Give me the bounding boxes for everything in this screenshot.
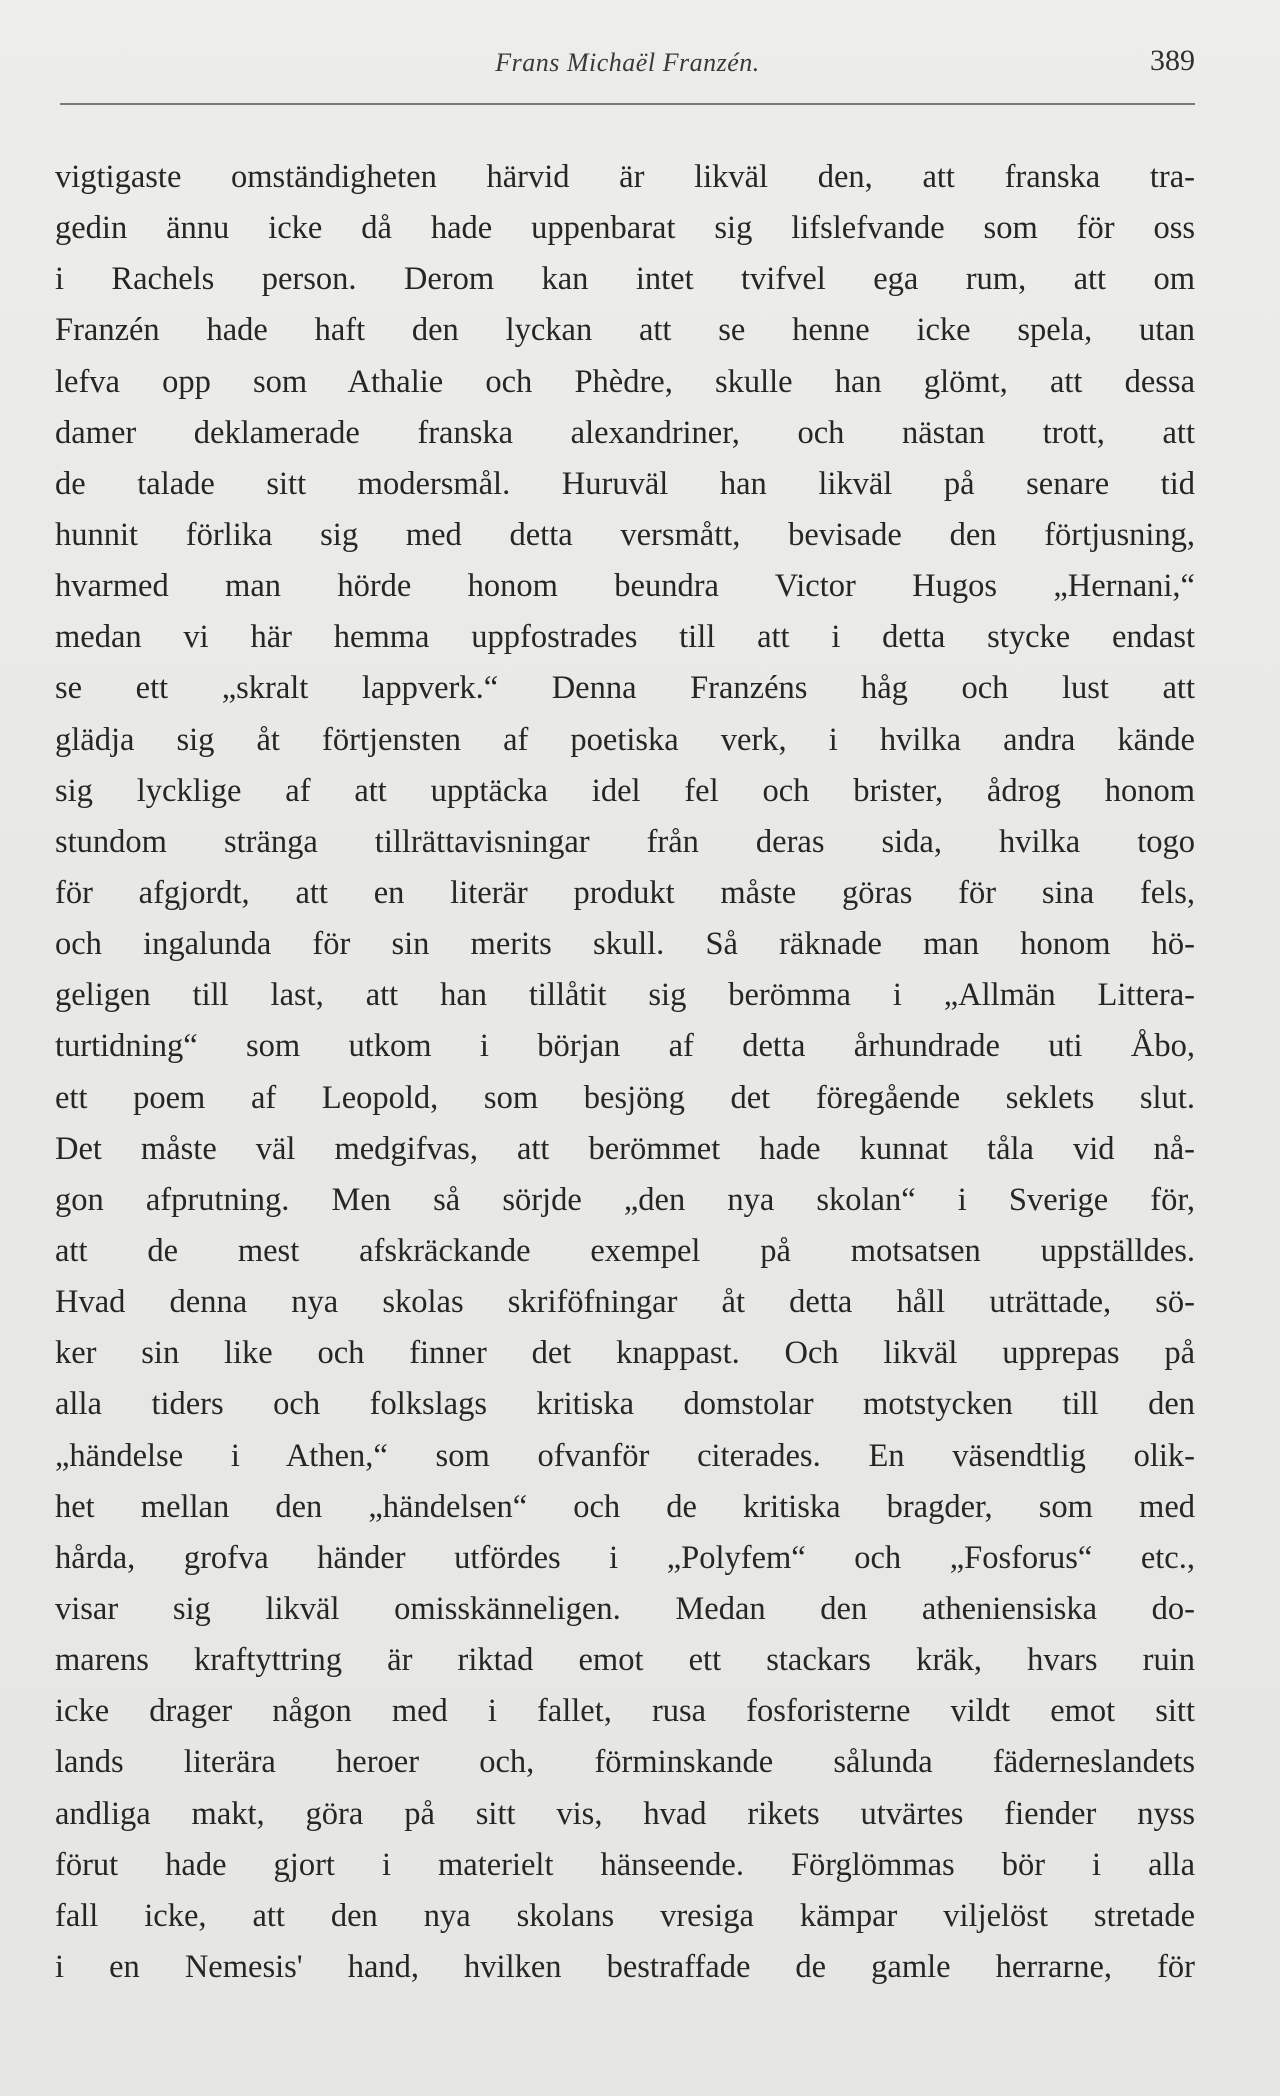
- page-number: 389: [1150, 44, 1195, 77]
- header-rule: [60, 103, 1195, 105]
- text-line: ker sin like och finner det knappast. Och likväl upprepas på: [55, 1335, 1195, 1372]
- text-line: ett poem af Leopold, som besjöng det föregående seklets slut.: [55, 1079, 1195, 1116]
- text-line: visar sig likväl omisskänneligen. Medan den atheniensiska do-: [55, 1590, 1195, 1627]
- text-line: gedin ännu icke då hade uppenbarat sig lifslefvande som för oss: [55, 210, 1195, 247]
- text-line: Hvad denna nya skolas skriföfningar åt detta håll uträttade, sö-: [55, 1284, 1195, 1321]
- text-line: het mellan den „händelsen“ och de kritiska bragder, som med: [55, 1488, 1195, 1525]
- text-line: och ingalunda för sin merits skull. Så räknade man honom hö-: [55, 926, 1195, 963]
- text-line: marens kraftyttring är riktad emot ett stackars kräk, hvars ruin: [55, 1642, 1195, 1679]
- text-line: se ett „skralt lappverk.“ Denna Franzéns håg och lust att: [55, 670, 1195, 707]
- text-line: alla tiders och folkslags kritiska domstolar motstycken till den: [55, 1386, 1195, 1423]
- text-line: stundom stränga tillrättavisningar från deras sida, hvilka togo: [55, 823, 1195, 860]
- text-line: andliga makt, göra på sitt vis, hvad rikets utvärtes fiender nyss: [55, 1795, 1195, 1832]
- text-line: att de mest afskräckande exempel på motsatsen uppställdes.: [55, 1232, 1195, 1269]
- text-line: lands literära heroer och, förminskande sålunda fäderneslandets: [55, 1744, 1195, 1781]
- text-line: hunnit förlika sig med detta versmått, bevisade den förtjusning,: [55, 516, 1195, 553]
- text-line: Franzén hade haft den lyckan att se henne icke spela, utan: [55, 312, 1195, 349]
- text-line: Det måste väl medgifvas, att berömmet hade kunnat tåla vid nå-: [55, 1130, 1195, 1167]
- text-line: medan vi här hemma uppfostrades till att i detta stycke endast: [55, 619, 1195, 656]
- text-line: sig lycklige af att upptäcka idel fel och brister, ådrog honom: [55, 772, 1195, 809]
- text-line: för afgjordt, att en literär produkt måste göras för sina fels,: [55, 874, 1195, 911]
- text-line: vigtigaste omständigheten härvid är likväl den, att franska tra-: [55, 159, 1195, 195]
- text-line: i en Nemesis' hand, hvilken bestraffade de gamle herrarne, för: [55, 1948, 1195, 1985]
- text-line: glädja sig åt förtjensten af poetiska verk, i hvilka andra kände: [55, 721, 1195, 758]
- running-title: Frans Michaël Franzén.: [495, 48, 760, 77]
- text-line: geligen till last, att han tillåtit sig berömma i „Allmän Littera-: [55, 977, 1195, 1014]
- text-line: lefva opp som Athalie och Phèdre, skulle han glömt, att dessa: [55, 363, 1195, 400]
- text-line: hvarmed man hörde honom beundra Victor Hugos „Hernani,“: [55, 568, 1195, 605]
- text-line: fall icke, att den nya skolans vresiga kämpar viljelöst stretade: [55, 1897, 1195, 1934]
- text-line: damer deklamerade franska alexandriner, och nästan trott, att: [55, 414, 1195, 451]
- text-line: förut hade gjort i materielt hänseende. Förglömmas bör i alla: [55, 1846, 1195, 1883]
- text-line: de talade sitt modersmål. Huruväl han likväl på senare tid: [55, 465, 1195, 502]
- text-line: hårda, grofva händer utfördes i „Polyfem“ och „Fosforus“ etc.,: [55, 1539, 1195, 1576]
- text-line: i Rachels person. Derom kan intet tvifvel ega rum, att om: [55, 261, 1195, 298]
- text-line: turtidning“ som utkom i början af detta århundrade uti Åbo,: [55, 1028, 1195, 1065]
- running-head: [60, 44, 1195, 84]
- text-line: gon afprutning. Men så sörjde „den nya skolan“ i Sverige för,: [55, 1181, 1195, 1218]
- body-text: [55, 152, 1195, 1993]
- text-line: icke drager någon med i fallet, rusa fosforisterne vildt emot sitt: [55, 1693, 1195, 1730]
- text-line: „händelse i Athen,“ som ofvanför citerades. En väsendtlig olik-: [55, 1437, 1195, 1474]
